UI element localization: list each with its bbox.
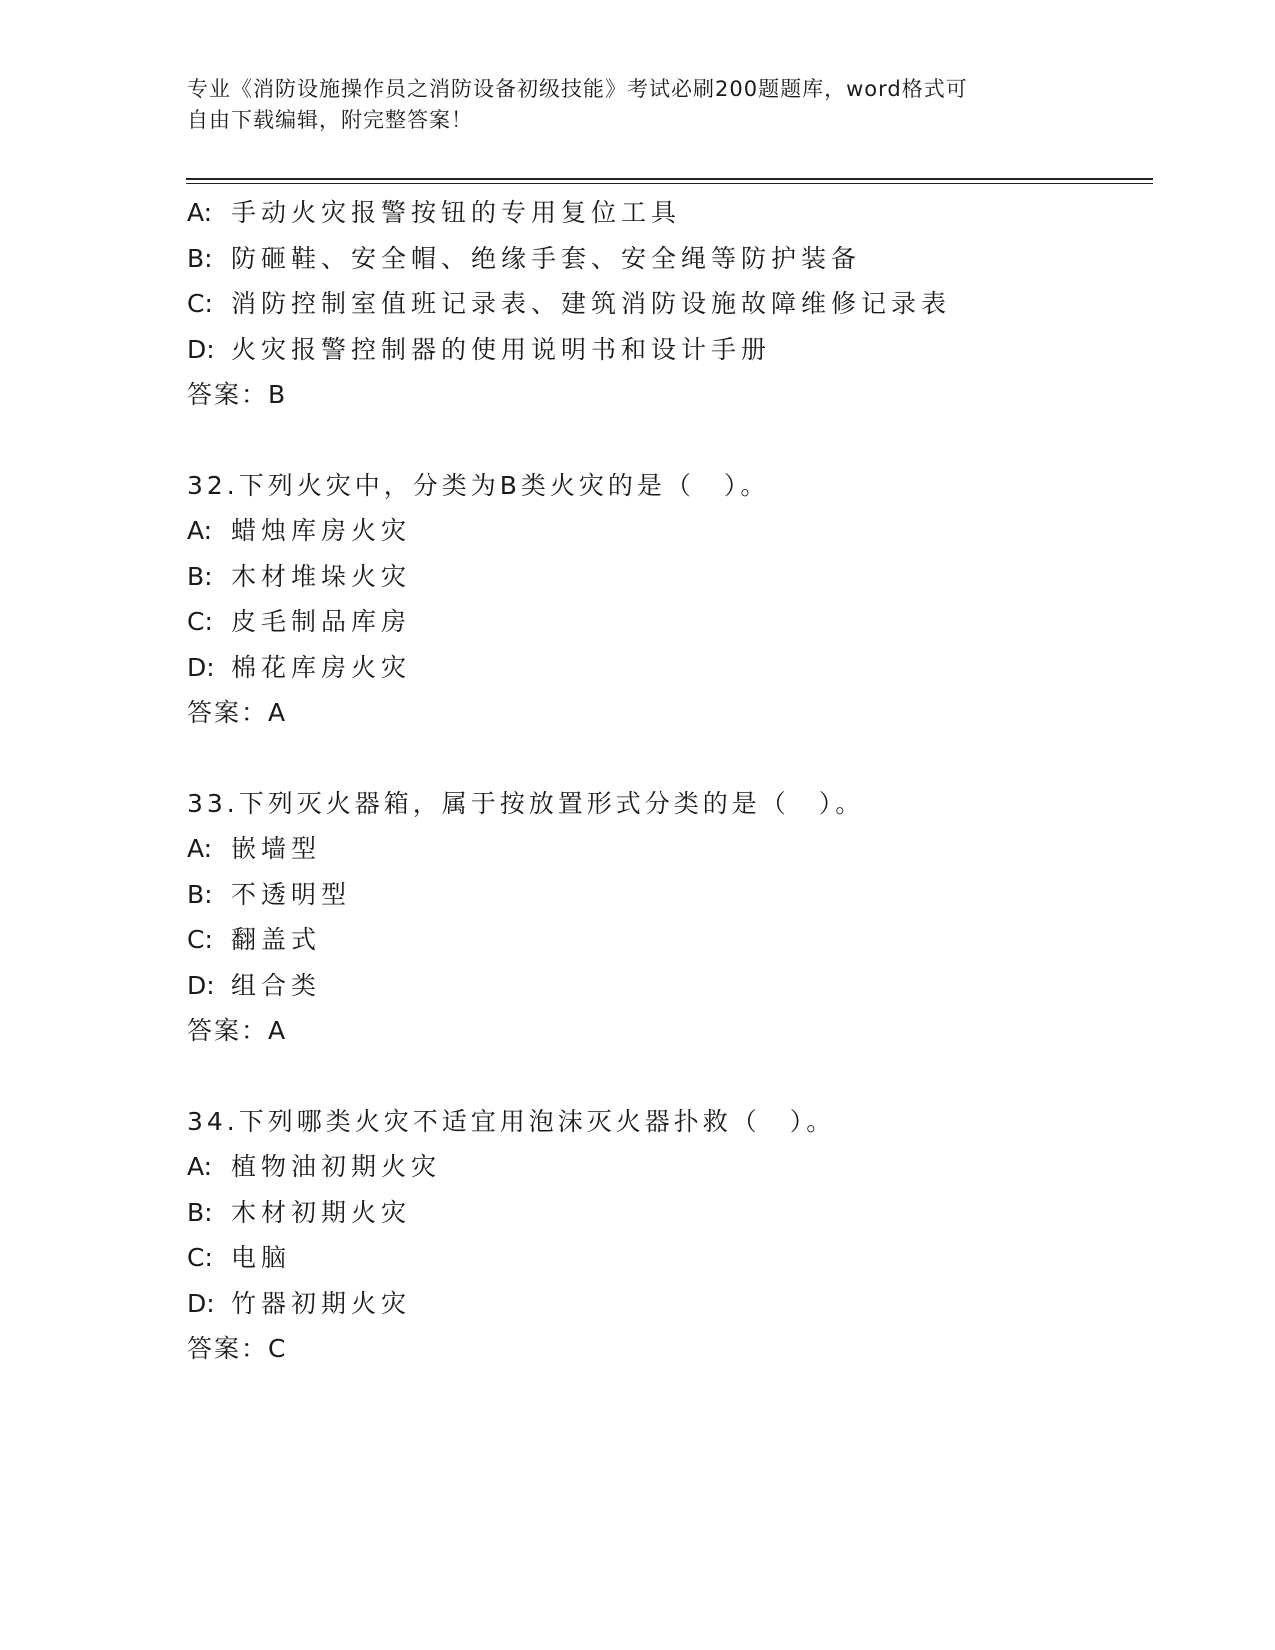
option-a <box>187 826 1147 872</box>
document-header <box>187 74 1087 136</box>
option-text: 木材堆垛火灾 <box>231 561 412 591</box>
option-a <box>187 190 1147 236</box>
option-label: A: <box>187 516 213 545</box>
option-label: B: <box>187 879 213 909</box>
spacer <box>187 1054 1147 1099</box>
option-text: 防砸鞋、安全帽、绝缘手套、安全绳等防护装备 <box>231 243 862 273</box>
spacer <box>187 418 1147 463</box>
option-b <box>187 872 1147 918</box>
option-b <box>187 554 1147 600</box>
option-text: 电脑 <box>231 1243 292 1272</box>
answer-line: 答案：B <box>187 380 288 409</box>
header-divider-thin <box>186 183 1153 184</box>
option-text: 木材初期火灾 <box>231 1197 412 1227</box>
option-text: 嵌墙型 <box>231 834 322 863</box>
spacer <box>187 736 1147 781</box>
option-a <box>187 1144 1147 1190</box>
option-d <box>187 327 1147 373</box>
header-divider-thick <box>186 178 1153 180</box>
option-label: C: <box>187 607 213 636</box>
option-d <box>187 645 1147 691</box>
option-c <box>187 917 1147 963</box>
question-block-continued <box>187 190 1147 418</box>
option-text: 竹器初期火灾 <box>231 1288 412 1318</box>
option-label: D: <box>187 970 215 1000</box>
question-title: 34.下列哪类火灾不适宜用泡沫灭火器扑救（ ）。 <box>187 1106 836 1136</box>
option-label: D: <box>187 1288 215 1318</box>
option-text: 翻盖式 <box>231 925 322 954</box>
option-b <box>187 236 1147 282</box>
option-text: 皮毛制品库房 <box>231 607 412 636</box>
option-d <box>187 1281 1147 1327</box>
option-text: 火灾报警控制器的使用说明书和设计手册 <box>231 334 772 364</box>
question-block-34 <box>187 1099 1147 1372</box>
option-label: D: <box>187 652 215 682</box>
option-text: 植物油初期火灾 <box>231 1152 442 1181</box>
option-label: A: <box>187 834 213 863</box>
option-label: D: <box>187 334 215 364</box>
header-line-1: 专业《消防设施操作员之消防设备初级技能》考试必刷200题题库，word格式可 <box>187 77 968 101</box>
option-c <box>187 599 1147 645</box>
option-text: 组合类 <box>231 970 322 1000</box>
option-text: 不透明型 <box>231 879 352 909</box>
option-label: B: <box>187 1197 213 1227</box>
option-label: A: <box>187 1152 213 1181</box>
option-label: B: <box>187 561 213 591</box>
option-d <box>187 963 1147 1009</box>
question-title: 32.下列火灾中，分类为B类火灾的是（ ）。 <box>187 470 770 500</box>
option-label: C: <box>187 1243 213 1272</box>
option-c <box>187 281 1147 327</box>
answer-line: 答案：A <box>187 698 288 727</box>
option-a <box>187 508 1147 554</box>
question-block-32 <box>187 463 1147 736</box>
option-b <box>187 1190 1147 1236</box>
header-line-2: 自由下载编辑，附完整答案！ <box>187 108 473 132</box>
question-list <box>187 190 1147 1372</box>
answer-line: 答案：C <box>187 1334 288 1363</box>
question-title: 33.下列灭火器箱，属于按放置形式分类的是（ ）。 <box>187 788 865 818</box>
option-text: 棉花库房火灾 <box>231 652 412 682</box>
option-text: 蜡烛库房火灾 <box>231 516 412 545</box>
option-label: A: <box>187 198 213 227</box>
option-label: C: <box>187 289 213 318</box>
option-label: C: <box>187 925 213 954</box>
option-text: 消防控制室值班记录表、建筑消防设施故障维修记录表 <box>231 289 952 318</box>
option-text: 手动火灾报警按钮的专用复位工具 <box>231 198 682 227</box>
question-block-33 <box>187 781 1147 1054</box>
option-label: B: <box>187 243 213 273</box>
answer-line: 答案：A <box>187 1016 288 1045</box>
option-c <box>187 1235 1147 1281</box>
